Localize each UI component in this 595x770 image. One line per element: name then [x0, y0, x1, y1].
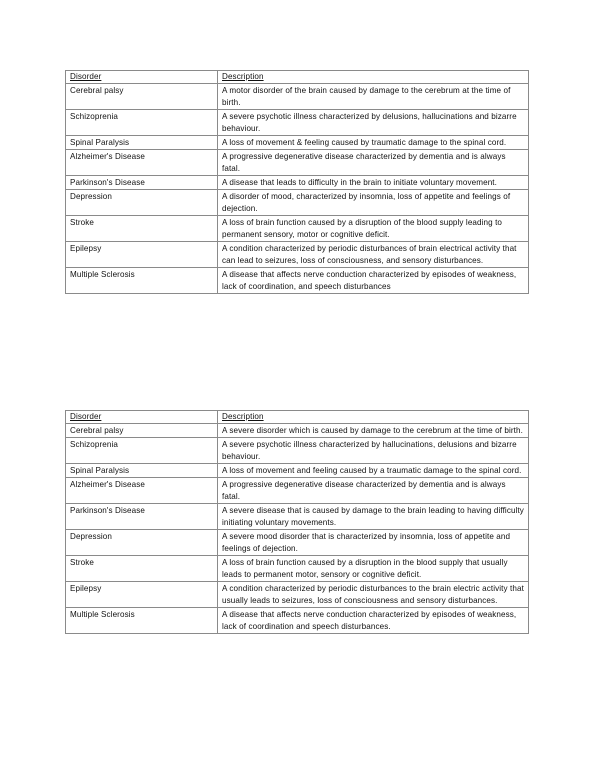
disorder-table-2: [65, 410, 529, 634]
table-row: [66, 504, 529, 530]
disorder-name: Cerebral palsy: [66, 424, 218, 438]
header-description: Description: [218, 411, 529, 424]
table-row: [66, 268, 529, 294]
table-row: [66, 150, 529, 176]
disorder-description: A loss of movement & feeling caused by traumatic damage to the spinal cord.: [218, 136, 529, 150]
disorder-description: A motor disorder of the brain caused by damage to the cerebrum at the time of birth.: [218, 84, 529, 110]
disorder-description: A condition characterized by periodic disturbances to the brain electric activity that usually leads to seizures, loss of consciousness and sensory disturbances.: [218, 582, 529, 608]
disorder-description: A condition characterized by periodic disturbances of brain electrical activity that can lead to seizures, loss of consciousness, and sensory disturbances.: [218, 242, 529, 268]
table-row: [66, 530, 529, 556]
disorder-name: Parkinson's Disease: [66, 504, 218, 530]
disorder-description: A progressive degenerative disease characterized by dementia and is always fatal.: [218, 150, 529, 176]
table-row: [66, 608, 529, 634]
table-row: [66, 136, 529, 150]
disorder-description: A disease that leads to difficulty in the brain to initiate voluntary movement.: [218, 176, 529, 190]
header-disorder: Disorder: [66, 71, 218, 84]
disorder-name: Schizoprenia: [66, 110, 218, 136]
disorder-name: Alzheimer's Disease: [66, 150, 218, 176]
disorder-description: A severe disease that is caused by damage to the brain leading to having difficulty initiating voluntary movements.: [218, 504, 529, 530]
table-row: [66, 84, 529, 110]
disorder-name: Parkinson's Disease: [66, 176, 218, 190]
disorder-name: Schizoprenia: [66, 438, 218, 464]
disorder-name: Spinal Paralysis: [66, 464, 218, 478]
disorder-name: Epilepsy: [66, 242, 218, 268]
table-row: [66, 464, 529, 478]
disorder-description: A severe mood disorder that is characterized by insomnia, loss of appetite and feelings of dejection.: [218, 530, 529, 556]
table-row: [66, 438, 529, 464]
disorder-name: Cerebral palsy: [66, 84, 218, 110]
table-row: [66, 110, 529, 136]
table-row: [66, 424, 529, 438]
table-row: [66, 190, 529, 216]
disorder-table-1: [65, 70, 529, 294]
disorder-name: Stroke: [66, 216, 218, 242]
disorder-name: Epilepsy: [66, 582, 218, 608]
disorder-description: A disease that affects nerve conduction characterized by episodes of weakness, lack of coordination and speech disturbances.: [218, 608, 529, 634]
table-header-row: [66, 411, 529, 424]
disorder-name: Depression: [66, 190, 218, 216]
disorder-description: A progressive degenerative disease characterized by dementia and is always fatal.: [218, 478, 529, 504]
disorder-description: A severe disorder which is caused by damage to the cerebrum at the time of birth.: [218, 424, 529, 438]
table-row: [66, 176, 529, 190]
disorder-name: Stroke: [66, 556, 218, 582]
disorder-description: A loss of brain function caused by a disruption in the blood supply that usually leads to permanent motor, sensory or cognitive deficit.: [218, 556, 529, 582]
disorder-description: A loss of movement and feeling caused by a traumatic damage to the spinal cord.: [218, 464, 529, 478]
disorder-name: Depression: [66, 530, 218, 556]
disorder-name: Spinal Paralysis: [66, 136, 218, 150]
disorder-description: A severe psychotic illness characterized by delusions, hallucinations and bizarre behaviour.: [218, 110, 529, 136]
disorder-name: Multiple Sclerosis: [66, 608, 218, 634]
disorder-description: A disease that affects nerve conduction characterized by episodes of weakness, lack of coordination, and speech disturbances: [218, 268, 529, 294]
table-row: [66, 216, 529, 242]
disorder-name: Multiple Sclerosis: [66, 268, 218, 294]
disorder-name: Alzheimer's Disease: [66, 478, 218, 504]
header-disorder: Disorder: [66, 411, 218, 424]
table-row: [66, 242, 529, 268]
table-row: [66, 478, 529, 504]
disorder-description: A loss of brain function caused by a disruption of the blood supply leading to permanent sensory, motor or cognitive deficit.: [218, 216, 529, 242]
disorder-description: A disorder of mood, characterized by insomnia, loss of appetite and feelings of dejection.: [218, 190, 529, 216]
table-header-row: [66, 71, 529, 84]
table-row: [66, 582, 529, 608]
disorder-description: A severe psychotic illness characterized by hallucinations, delusions and bizarre behaviour.: [218, 438, 529, 464]
table-row: [66, 556, 529, 582]
header-description: Description: [218, 71, 529, 84]
